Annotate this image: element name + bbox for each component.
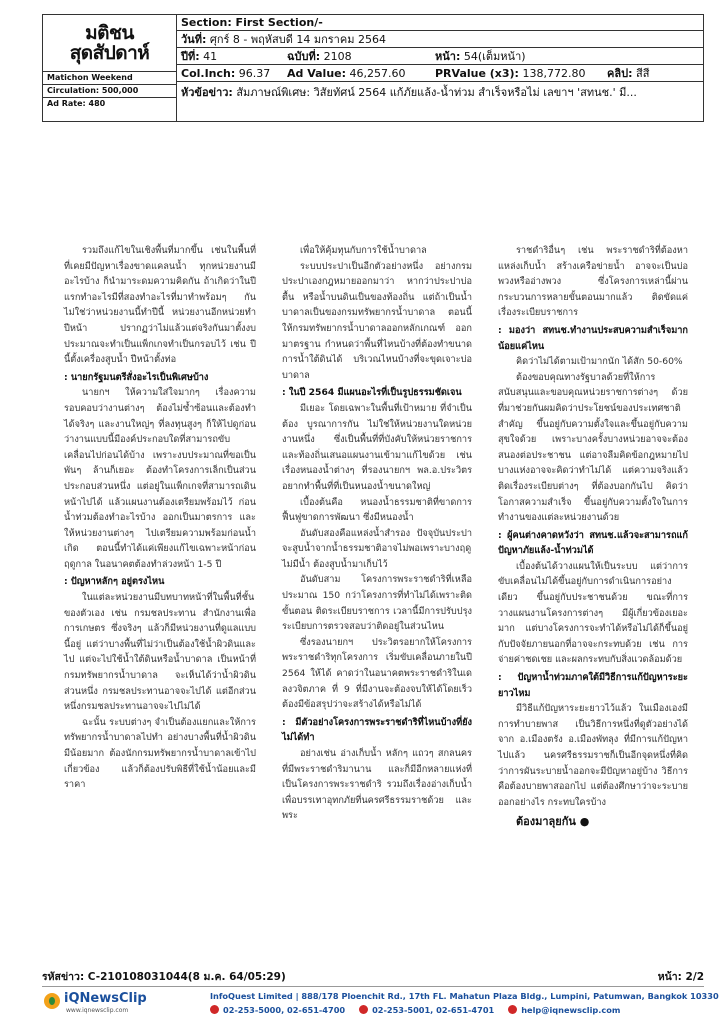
- paragraph: ในแต่ละหน่วยงานมีบทบาทหน้าที่ในพื้นที่ชั้นของตัวเอง เช่น กรมชลประทาน สำนักงานเพื่อการเกษตร ซึ่งจริงๆ แล้วก็มีหน่วยงานที่ดูแลแบบนี้อยู่ แต่ว่าบางพื้นที่ไม่ว่าเป็นต้องใช้น้ำผิวดินและไป แต่จะไปใช้น้ำใต้ดินหรือน้ำบาดาล เป็นหน้าที่กรมทรัพยากรน้ำบาดาล จะเห็นได้ว่าน้ำผิวดินส่วนหนึ่ง กรมชลประทานอาจจะไปได้ แต่อีกส่วนหนึ่งกรมชลประทานอาจจะไปไม่ได้: [64, 592, 256, 713]
- phone-icon: [210, 1005, 219, 1014]
- fax-number: 02-253-5001, 02-651-4701: [372, 1005, 495, 1015]
- paragraph: อย่างเช่น อ่างเก็บน้ำ หลักๆ แถวๆ สกลนคร ที่มีพระราชดำริมานาน และก็มีอีกหลายแห่งที่เป็นโครงการพระราชดำริ รวมถึงเรื่องอ่างเก็บน้ำเพื่อบรรเทาอุทกภัยที่นครศรีธรรมราชด้วย และพระ: [282, 748, 472, 822]
- headline-value: สัมภาษณ์พิเศษ: วิสัยทัศน์ 2564 แก้ภัยแล้ง-น้ำท่วม สำเร็จหรือไม่ เลขาฯ 'สทนช.' มี...: [236, 86, 637, 99]
- paragraph: เบื้องต้นคือ หนองน้ำธรรมชาติที่ขาดการฟื้นฟูขาดการพัฒนา ซึ่งมีหนองน้ำ: [282, 496, 472, 524]
- email-icon: [508, 1005, 517, 1014]
- phone-contact: [210, 1005, 345, 1015]
- subheading: : ผู้คนต่างคาดหวังว่า สทนช.แล้วจะสามารถแก้ปัญหาภัยแล้ง-น้ำท่วมได้: [498, 529, 688, 557]
- paragraph: ซึ่งรองนายกฯ ประวิตรอยากให้โครงการพระราชดำริทุกโครงการ เริ่มขับเคลื่อนภายในปี 2564 ให้ได้ คาดว่าในอนาคตพระราชดำริในเดลงวจิตภาค ที่ 9 ที่มีงานจะต้องจบให้ได้โดยเร็ว ต้องมีข้อสรุปว่าจะสร้างได้หรือไม่ได้: [282, 636, 472, 711]
- subheading: : มีตัวอย่างโครงการพระราชดำริที่ไหนบ้างที่ยังไม่ได้ทำ: [282, 716, 472, 744]
- advalue-label: Ad Value:: [287, 67, 347, 80]
- subheading: : ในปี 2564 มีแผนอะไรที่เป็นรูปธรรมชัดเจน: [282, 387, 462, 399]
- advalue-value: 46,257.60: [349, 67, 406, 80]
- provider-contacts: [210, 1005, 620, 1015]
- iqnewsclip-logo: [42, 991, 172, 1017]
- circulation: Circulation: 500,000: [43, 84, 176, 97]
- email-address[interactable]: help@iqnewsclip.com: [521, 1005, 621, 1015]
- clip-meta: [177, 15, 703, 121]
- headline-label: หัวข้อข่าว:: [181, 86, 233, 99]
- news-code-date: (8 ม.ค. 64/05:29): [187, 971, 286, 983]
- news-code: [42, 968, 286, 985]
- clip-value: สีสี: [635, 67, 650, 80]
- paragraph: ระบบประปาเป็นอีกตัวอย่างหนึ่ง อย่างกรมประปาเองกฎหมายออกมาว่า หากว่าประปาบ่อตื้น หรือน้ำบนดินเป็นของท้องถิ่น แต่ถ้าเป็นน้ำบาดาลเป็นของกรมทรัพยากรน้ำบาดาล ตอนนี้ให้กรมทรัพยากรน้ำบาดาลออกหลักเกณฑ์ ออกมาตรฐาน กำหนดว่าพื้นที่ไหนบ้างที่ต้องทำขนาดการน้ำใต้ดินได้ บริเวณไหนบ้างที่จะขุดเจาะบ่อบาดาล: [282, 260, 472, 381]
- date-value: ศุกร์ 8 - พฤหัสบดี 14 มกราคม 2564: [209, 33, 386, 46]
- page-count: [658, 968, 704, 985]
- headline-row: [177, 83, 703, 105]
- publication-name: Matichon Weekend: [43, 71, 176, 84]
- article-column-2: [282, 243, 472, 824]
- page-value: 54(เต็มหน้า): [463, 50, 526, 63]
- colinch-value: 96.37: [238, 67, 271, 80]
- email-contact[interactable]: [508, 1005, 620, 1015]
- provider-address: InfoQuest Limited | 888/178 Ploenchit Rd., 17th FL. Mahatun Plaza Bldg., Lumpini, Patumwan, Bangkok 10330: [210, 991, 719, 1001]
- page-label: หน้า:: [435, 50, 461, 63]
- news-code-label: รหัสข่าว:: [42, 971, 85, 983]
- publication-panel: [43, 15, 177, 121]
- paragraph: เบื้องต้นได้วางแผนให้เป็นระบบ แต่ว่าการขับเคลื่อนไม่ได้ขึ้นอยู่กับการดำเนินการอย่างเดียว ขึ้นอยู่กับประชาชนด้วย ขณะที่การวางแผนงานโครงการต่างๆ มีผู้เกี่ยวข้องเยอะมาก แต่บางโครงการจะทำได้หรือไม่ได้ก็ขึ้นอยู่กับปัจจัยภายนอกที่อาจจะกระทบด้วย เช่น การจ่ายค่าชดเชย และผลกระทบกับสิ่งแวดล้อมด้วย: [498, 560, 688, 666]
- paragraph: อันดับสองคือแหล่งน้ำสำรอง ปัจจุบันประปาจะสูบน้ำจากน้ำธรรมชาติอาจไม่พอเพราะบางฤดูไม่มีน้ำ ต้องสูบน้ำมาเก็บไว้: [282, 527, 472, 570]
- phone-number: 02-253-5000, 02-651-4700: [223, 1005, 346, 1015]
- paragraph: อันดับสาม โครงการพระราชดำริที่เหลือประมาณ 150 กว่าโครงการที่ทำไม่ได้เพราะติดขั้นตอน ติดระเบียบราชการ เวลานี้มีการปรับปรุงระเบียบการตรวจสอบว่าติดอยู่ในส่วนไหน: [282, 574, 472, 633]
- logo-line-1: มติชน: [85, 22, 134, 44]
- date-label: วันที่:: [181, 33, 207, 46]
- paragraph: คิดว่าไม่ได้ตามเป้ามากนัก ได้สัก 50-60%: [516, 356, 683, 368]
- article-ending: ต้องมาลุยกัน ●: [516, 815, 590, 829]
- clip-header: [42, 14, 704, 122]
- logo-line-2: สุดสัปดาห์: [69, 42, 150, 64]
- paragraph: มีวิธีแก้ปัญหาระยะยาวไว้แล้ว ในเมืองเองมีการทำบายพาส เป็นวิธีการหนึ่งที่ดูตัวอย่างได้จาก อ.เมืองตรัง อ.เมืองพัทลุง ที่มีการแก้ปัญหาไปแล้ว นครศรีธรรมราชก็เป็นอีกจุดหนึ่งที่คิดว่าการผันระบายน้ำออกจะมีปัญหาอยู่บ้าง วิธีการคือต้องบายพาสออกไป แต่ต้องศึกษาว่าจะระบายออกอย่างไร กระทบใครบ้าง: [498, 703, 688, 808]
- issue-value: 2108: [323, 50, 352, 63]
- fax-icon: [359, 1005, 368, 1014]
- clip-label: คลิป:: [607, 67, 633, 80]
- prvalue-value: 138,772.80: [522, 67, 586, 80]
- page-count-label: หน้า:: [657, 971, 682, 983]
- brand-url: www.iqnewsclip.com: [66, 1007, 129, 1014]
- article-column-1: [64, 243, 256, 793]
- paragraph: ราชดำริอื่นๆ เช่น พระราชดำริที่ต้องหาแหล่งเก็บน้ำ สร้างเครือข่ายน้ำ อาจจะเป็นบ่อพวงหรืออ่างพวง ซึ่งโครงการเหล่านี้ผ่านกระบวนการหลายขั้นตอนมากแล้ว ติดขัดแค่เรื่องระเบียบราชการ: [498, 245, 688, 319]
- issue-row: [177, 49, 703, 65]
- subheading: : ปัญหาน้ำท่วมภาคใต้มีวิธีการแก้ปัญหาระยะยาวไหม: [498, 672, 688, 699]
- matichon-logo: [43, 15, 176, 71]
- section-row: [177, 15, 703, 31]
- paragraph: ต้องขอบคุณทางรัฐบาลด้วยที่ให้การสนับสนุนและขอบคุณหน่วยราชการต่างๆ ด้วยที่มาช่วยกันผมคิดว่าประโยชน์ของประเทศชาติสำคัญ ขึ้นอยู่กับความตั้งใจและขึ้นอยู่กับความสุขใจด้วย เพราะบางครั้งบางหน่วยอาจจะต้องสนองต่อประชาชน แต่อาจลืมคิดข้อกฎหมายไป บางแห่งอาจจะคิดว่าทำไม่ได้ แต่ความจริงแล้วติดเรื่องระเบียบต่างๆ ที่ต้องบอกกันไป คิดว่าโอกาสความสำเร็จ ขึ้นอยู่กับความตั้งใจในการทำงานของแต่ละหน่วยงานด้วย: [498, 371, 688, 524]
- paragraph: รวมถึงแก้ไขในเชิงพื้นที่มากขึ้น เช่นในพื้นที่ที่เคยมีปัญหาเรื่องขาดแคลนน้ำ ทุกหน่วยงานมีอะไรบ้าง ก็นำมาระดมความคิดกัน ถ้าเกิดว่าในปีแรกทำอะไรมีที่สองทำอะไรที่มาทำพร้อมๆ กัน ไม่ใช่ว่าหน่วยงานนี้ทำปีนี้ หน่วยงานอีกหน่วยทำปีหน้า ปรากฏว่าไม่แล้วแต่จริงกันมาตั้งงบประมาณจะทำเป็นแพ็กเกจทำเป็นกรอบไว้ เช่น ปีนี้ตั้งเครื่องสูบน้ำ ปีหน้าตั้งท่อ: [64, 245, 256, 366]
- value-row: [177, 66, 703, 82]
- paragraph: นายกฯ ให้ความใส่ใจมากๆ เรื่องความรอบคอบว่างานต่างๆ ต้องไม่ซ้ำซ้อนและต้องทำได้จริงๆ และงานใหญ่ๆ ที่ลงทุนสูงๆ ก็ให้ไปดูก่อนว่างานแบบนี้มีองค์ประกอบใดที่สามารถขับเคลื่อนไปก่อนได้บ้าง เพราะงบประมาณที่ขอเป็นพันๆ ล้านก็เยอะ ต้องทำโครงการเล็กเป็นส่วนประกอบส่วนหนึ่ง แต่อยู่ในแพ็กเกจที่สามารถเดินหน้าไปได้ แล้วแผนงานต้องเตรียมพร้อมไว้ ก่อนน้ำท่วมต้องทำอะไรบ้าง ออกเป็นมาตรการ และให้หน่วยงานต่างๆ ไปเตรียมความพร้อมก่อนน้ำเกิด ตอนนี้ทำได้แค่เพียงแก้ไขเฉพาะหน้าก่อนฤดูกาล ในอนาคตต้องทำล่วงหน้า 1-5 ปี: [64, 387, 256, 570]
- issue-label: ฉบับที่:: [287, 50, 321, 63]
- article-column-3: [498, 243, 688, 830]
- provider-footer: [42, 986, 719, 1018]
- paragraph: มีเยอะ โดยเฉพาะในพื้นที่เป้าหมาย ที่จำเป็นต้อง บูรณาการกัน ไม่ใช่ให้หน่วยงานใดหน่วยงานหนึ่ง ซึ่งเป็นพื้นที่ที่บังคับให้หน่วยราชการและท้องถิ่นเสนอแผนงานเข้ามาแก้ไขด้วย เช่น เรื่องหนองน้ำต่างๆ ที่รองนายกฯ พล.อ.ประวิตรอยากทำพื้นที่ที่เป็นหนองน้ำขนาดใหญ่: [282, 402, 472, 492]
- page-count-value: 2/2: [685, 971, 704, 983]
- paragraph: ฉะนั้น ระบบต่างๆ จำเป็นต้องแยกและให้การทรัพยากรน้ำบาดาลไปทำ อย่างบางพื้นที่น้ำผิวดินมีน้อยมาก ต้องนักกรมทรัพยากรน้ำบาดาลเข้าไปเกี่ยวข้อง แล้วก็ต้องปรับพิธีที่ใช้น้ำน้อยและมีราคา: [64, 716, 256, 791]
- ad-rate: Ad Rate: 480: [43, 97, 176, 110]
- prvalue-label: PRValue (x3):: [435, 67, 519, 80]
- year-label: ปีที่:: [181, 50, 200, 63]
- colinch-label: Col.Inch:: [181, 67, 236, 80]
- news-code-value: C-210108031044: [87, 971, 188, 983]
- subheading: : มองว่า สทนช.ทำงานประสบความสำเร็จมากน้อยแค่ไหน: [498, 324, 688, 352]
- brand-name: iQNewsClip: [64, 991, 147, 1006]
- section: Section: First Section/-: [181, 16, 323, 29]
- year-value: 41: [203, 50, 218, 63]
- date-row: [177, 32, 703, 48]
- fax-contact: [359, 1005, 494, 1015]
- iqnewsclip-mark-icon: [44, 993, 60, 1009]
- subheading: : ปัญหาหลักๆ อยู่ตรงไหน: [64, 576, 165, 588]
- clip-reference: [42, 966, 704, 984]
- subheading: : นายกรัฐมนตรีสั่งอะไรเป็นพิเศษบ้าง: [64, 371, 209, 383]
- paragraph: เพื่อให้คุ้มทุนกับการใช้น้ำบาดาล: [300, 245, 427, 256]
